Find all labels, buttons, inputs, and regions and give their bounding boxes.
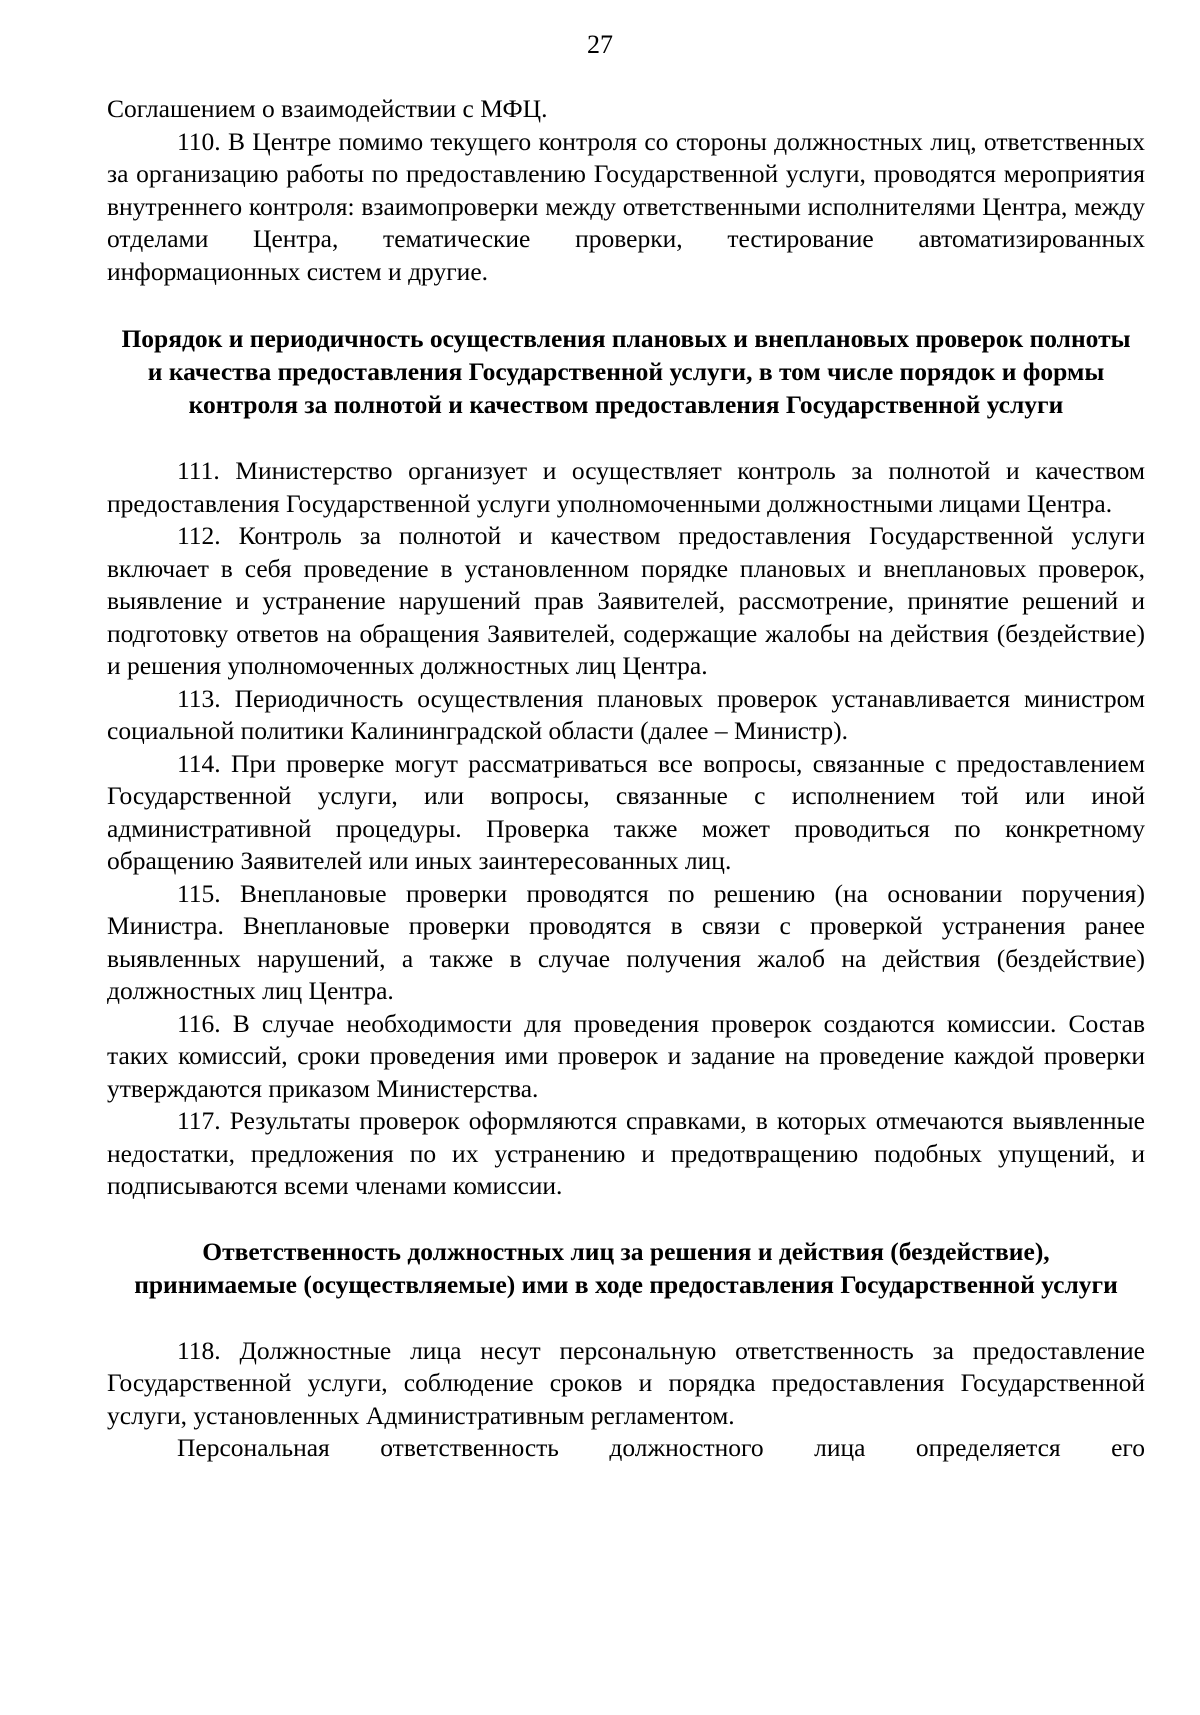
- paragraph-117: 117. Результаты проверок оформляются справками, в которых отмечаются выявленные недостатки, предложения по их устранению и предотвращению подобных упущений, и подписываются всеми членами комиссии.: [107, 1106, 1145, 1200]
- paragraph-118: 118. Должностные лица несут персональную ответственность за предоставление Государственной услуги, соблюдение сроков и порядка предоставления Государственной услуги, установленных Административным регламентом.: [107, 1335, 1145, 1430]
- section-heading-responsibility: Ответственность должностных лиц за решения и действия (бездействие), принимаемые (осуществляемые) ими в ходе предоставления Государственной услуги: [134, 1236, 1118, 1299]
- page-number: 27: [587, 30, 613, 59]
- paragraph-116: 116. В случае необходимости для проведения проверок создаются комиссии. Состав таких комиссий, сроки проведения ими проверок и задание на проведение каждой проверки утверждаются приказом Министерства.: [107, 1008, 1145, 1103]
- paragraph-114: 114. При проверке могут рассматриваться все вопросы, связанные с предоставлением Государственной услуги, или вопросы, связанные с исполнением той или иной административной процедуры. Проверка также может проводиться по конкретному обращению Заявителей или иных заинтересованных лиц.: [107, 748, 1145, 875]
- paragraph-last: Персональная ответственность должностного лица определяется его: [177, 1433, 1145, 1462]
- paragraph-intro: Соглашением о взаимодействии с МФЦ.: [107, 94, 548, 123]
- paragraph-113: 113. Периодичность осуществления плановых проверок устанавливается министром социальной политики Калининградской области (далее – Министр).: [107, 683, 1145, 745]
- paragraph-110: 110. В Центре помимо текущего контроля со стороны должностных лиц, ответственных за организацию работы по предоставлению Государственной услуги, проводятся мероприятия внутреннего контроля: взаимопроверки между ответственными исполнителями Центра, между отделами Центра, тематические проверки, тестирование автоматизированных информационных систем и другие.: [107, 126, 1145, 286]
- paragraph-115: 115. Внеплановые проверки проводятся по решению (на основании поручения) Министра. Внеплановые проверки проводятся в связи с проверкой устранения ранее выявленных нарушений, а также в случае получения жалоб на действия (бездействие) должностных лиц Центра.: [107, 878, 1145, 1005]
- paragraph-112: 112. Контроль за полнотой и качеством предоставления Государственной услуги включает в себя проведение в установленном порядке плановых и внеплановых проверок, выявление и устранение нарушений прав Заявителей, рассмотрение, принятие решений и подготовку ответов на обращения Заявителей, содержащие жалобы на действия (бездействие) и решения уполномоченных должностных лиц Центра.: [107, 521, 1145, 680]
- document-body: [107, 93, 1145, 1465]
- section-heading-inspections: Порядок и периодичность осуществления плановых и внеплановых проверок полноты и качества предоставления Государственной услуги, в том числе порядок и формы контроля за полнотой и качеством предоставления Государственной услуги: [121, 324, 1131, 419]
- paragraph-111: 111. Министерство организует и осуществляет контроль за полнотой и качеством предоставления Государственной услуги уполномоченными должностными лицами Центра.: [107, 456, 1145, 518]
